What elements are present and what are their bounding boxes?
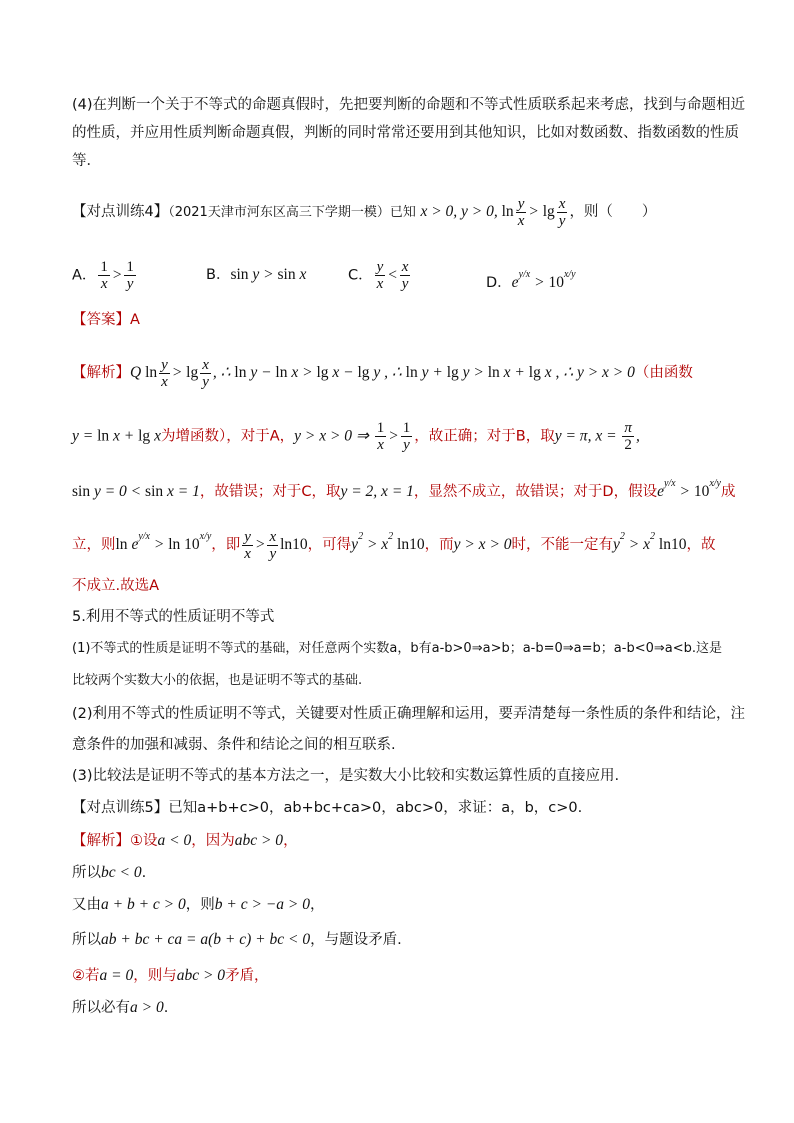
exercise-5-question (72, 798, 582, 818)
paragraph-4-line-2: 的性质，并应用性质判断命题真假，判断的同时常常还要用到其他知识，比如对数函数、指数函数的性质 (72, 125, 739, 141)
exercise-4-then: ，则（ ） (569, 204, 657, 221)
exercise-4-analysis-line-3: sin y = 0 < sin x = 1，故错误；对于C，取y = 2, x = 1，显然不成立，故错误；对于D，假设$e^{y/x} > 10^{x/y}$成 (72, 478, 736, 500)
exercise-5-analysis-line-6: 所以必有a > 0. (72, 999, 169, 1016)
exercise-5-label: 【对点训练5】 (72, 800, 169, 816)
exercise-4-analysis-line-2: y = ln x + lg x为增函数），对于A，y > x > 0 ⇒ $\frac{1}{x}$ > $\frac{1}{y}$ ，故正确；对于B，取y = π, x = $\frac{\pi}{2}$ , (72, 420, 640, 453)
exercise-4-analysis-line-4: 立，则$\ln e^{y/x} > \ln 10^{x/y}$，即 $\frac{y}{x}$ > $\frac{x}{y}$ ln10，可得$y^2 > x^2$ ln10，而y > x > 0时，不能一定有$y^2 > x^2$ ln10，故 (72, 528, 716, 562)
exercise-5-analysis-line-4: 所以ab + bc + ca = a(b + c) + bc < 0，与题设矛盾. (72, 931, 402, 948)
section-5-title: 5.利用不等式的性质证明不等式 (72, 609, 275, 625)
section-5-p2-line-2: 意条件的加强和减弱、条件和结论之间的相互联系. (72, 737, 396, 753)
option-d: D．$e^{y/x} > 10^{x/y}$ (486, 269, 576, 291)
option-b: B．sin y > sin x (206, 266, 307, 283)
exercise-4-question (72, 196, 656, 229)
exercise-5-analysis-line-1: 【解析】①设a < 0，因为abc > 0， (72, 832, 298, 849)
exercise-4-conclusion: 不成立.故选A (72, 578, 160, 594)
exercise-5-analysis-line-3: 又由a + b + c > 0，则b + c > −a > 0， (72, 896, 325, 913)
section-5-p1-line-1: (1)不等式的性质是证明不等式的基础，对任意两个实数a，b有a-b>0⇒a>b；a-b=0⇒a=b；a-b<0⇒a<b.这是 (72, 641, 722, 656)
option-a: A． $\frac{1}{x}$ > $\frac{1}{y}$ (72, 259, 134, 292)
exercise-5-analysis-line-2: 所以bc < 0. (72, 864, 147, 881)
exercise-4-label: 【对点训练4】 (72, 204, 169, 221)
exercise-4-answer: 【答案】A (72, 312, 140, 328)
exercise-4-source: （2021天津市河东区高三下学期一模）已知 (168, 205, 416, 221)
section-5-p1-line-2: 比较两个实数大小的依据，也是证明不等式的基础. (72, 673, 363, 688)
exercise-4-condition: x > 0, y > 0, ln $\frac{y}{x}$ > lg $\frac{x}{y}$ (420, 196, 566, 229)
section-5-p2-line-1: (2)利用不等式的性质证明不等式，关键要对性质正确理解和运用，要弄清楚每一条性质的条件和结论，注 (72, 706, 746, 722)
exercise-4-analysis-line-1: 【解析】Q ln $\frac{y}{x}$ > lg $\frac{x}{y}$ , ∴ ln y − ln x > lg x − lg y , ∴ ln y + lg y > ln x + lg x , ∴ y > x > 0（由函数 (72, 357, 693, 390)
paragraph-4-line-3: 等． (72, 153, 101, 169)
exercise-5-statement: 已知a+b+c>0，ab+bc+ca>0，abc>0，求证：a，b，c>0. (168, 800, 583, 816)
option-c: C． $\frac{y}{x}$ < $\frac{x}{y}$ (348, 259, 409, 292)
section-5-p3: (3)比较法是证明不等式的基本方法之一，是实数大小比较和实数运算性质的直接应用. (72, 768, 620, 784)
paragraph-4-line-1: (4)在判断一个关于不等式的命题真假时，先把要判断的命题和不等式性质联系起来考虑，找到与命题相近 (72, 97, 746, 113)
exercise-5-analysis-line-5: ②若a = 0，则与abc > 0矛盾， (72, 967, 269, 984)
